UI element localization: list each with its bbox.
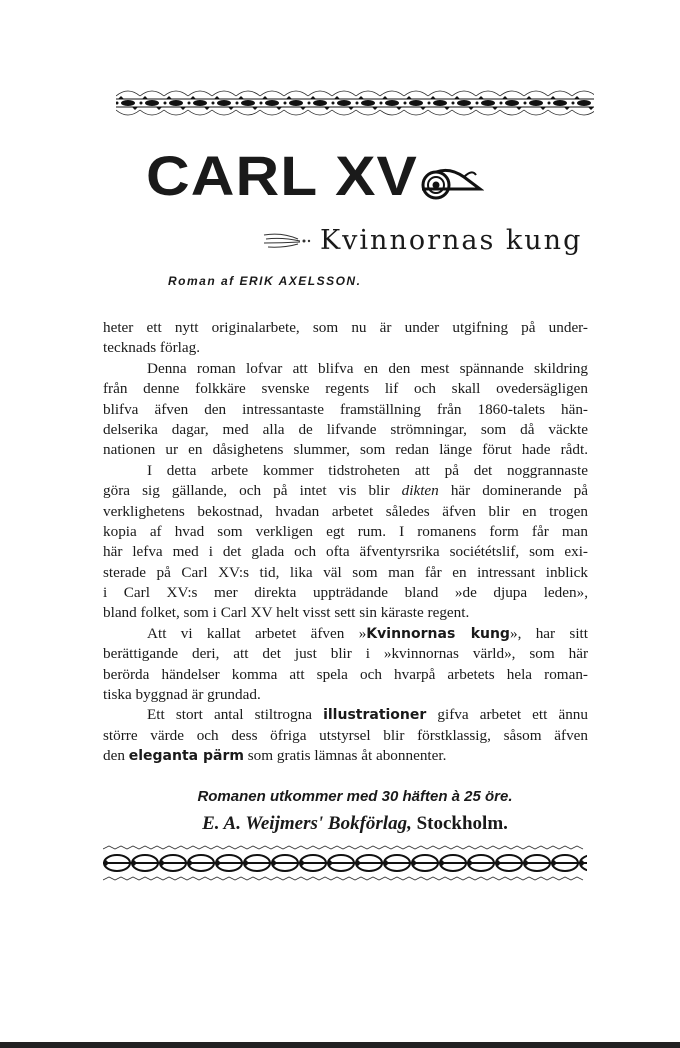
text-line (103, 481, 588, 501)
text-line (103, 461, 588, 481)
text-segment: verklighetens bekostnad, hvadan arbetet således äfven blir en trogen (103, 502, 588, 520)
text-line (103, 440, 588, 460)
text-line (103, 624, 588, 644)
text-segment: i Carl XV:s mer direkta uppträdande bland »de djupa leden», (103, 584, 588, 602)
text-line (103, 644, 588, 664)
issue-info: Romanen utkommer med 30 häften à 25 öre. (197, 788, 513, 805)
text-segment: här lefva med i det glada och ofta äfventyrsrika sociététslif, som exi- (103, 543, 588, 561)
text-segment: », har sitt (509, 624, 588, 642)
text-segment: I detta arbete kommer tidstroheten att på det noggrannaste (147, 461, 588, 479)
subtitle: Kvinnornas kung (320, 225, 583, 256)
author-line: Roman af ERIK AXELSSON. (168, 274, 362, 288)
bold-text: Kvinnornas kung (366, 625, 510, 642)
text-line (103, 542, 588, 562)
top-ornamental-border (116, 88, 594, 118)
page-title: CARL XV (146, 144, 418, 207)
text-line (103, 420, 588, 440)
text-line (103, 746, 588, 766)
text-segment: gifva arbetet ett ännu (426, 706, 588, 724)
text-segment: Att vi kallat arbetet äfven » (147, 624, 367, 642)
text-segment: större värde och dess öfriga utstyrsel blir förstklassig, såsom äfven (103, 726, 588, 744)
text-segment: den (103, 747, 129, 765)
publisher-city: Stockholm. (416, 813, 508, 834)
text-line (103, 685, 588, 705)
bottom-ornamental-border (103, 843, 587, 883)
text-line (103, 665, 588, 685)
text-line (103, 359, 588, 379)
text-segment: sterade på Carl XV:s tid, lika väl som man får en intressant inblick (103, 563, 588, 581)
text-line (103, 583, 588, 603)
text-segment: blifva äfven den intressantaste framställning från 1860-talets hän- (103, 400, 588, 418)
text-segment: delserika dagar, med alla de lifvande strömningar, som då väckte (103, 420, 588, 438)
text-segment: som gratis lämnas åt abonnenter. (243, 747, 447, 765)
text-line (103, 379, 588, 399)
text-segment: tiska byggnad är grundad. (103, 686, 261, 704)
text-line (103, 318, 588, 338)
text-line (103, 338, 588, 358)
subtitle-block (262, 225, 582, 256)
text-segment: Ett stort antal stiltrogna (147, 706, 324, 724)
body-text (103, 318, 588, 767)
text-line (103, 726, 588, 746)
text-segment: bland folket, som i Carl XV helt visst sett sin käraste regent. (103, 604, 470, 622)
text-segment: nationen ur en dåsighetens slummer, som redan länge förut hade rådt. (103, 441, 588, 459)
text-segment: göra sig gällande, och på intet vis blir (103, 482, 402, 500)
text-segment: berättigande deri, att det just blir i »kvinnornas värld», som här (103, 645, 588, 663)
text-segment: kopia af hvad som verkligen egt rum. I romanens form får man (103, 522, 588, 540)
text-segment: från denne folkkäre svenske regents lif och skall ovedersägligen (103, 380, 588, 398)
text-line (103, 563, 588, 583)
text-line (103, 603, 588, 623)
text-segment: heter ett nytt originalarbete, som nu är under utgifning på under- (103, 319, 588, 336)
feather-flourish-icon (262, 231, 314, 251)
text-segment: berörda händelser komma att spela och hvarpå arbetets hela roman- (103, 665, 588, 683)
text-line (103, 502, 588, 522)
bold-text: illustrationer (323, 707, 427, 724)
text-segment: Denna roman lofvar att blifva en den mest spännande skildring (147, 359, 588, 377)
publisher-name: E. A. Weijmers' Bokförlag, (202, 813, 412, 834)
bold-text: eleganta pärm (128, 748, 244, 765)
scan-edge (0, 1042, 680, 1048)
text-line (103, 400, 588, 420)
text-segment: här dominerande på (438, 482, 588, 500)
text-line (103, 522, 588, 542)
text-segment: tecknads förlag. (103, 339, 200, 357)
swirl-ornament-icon (420, 165, 484, 201)
italic-text: dikten (401, 482, 439, 500)
text-line (103, 705, 588, 725)
publisher-line (0, 813, 680, 835)
